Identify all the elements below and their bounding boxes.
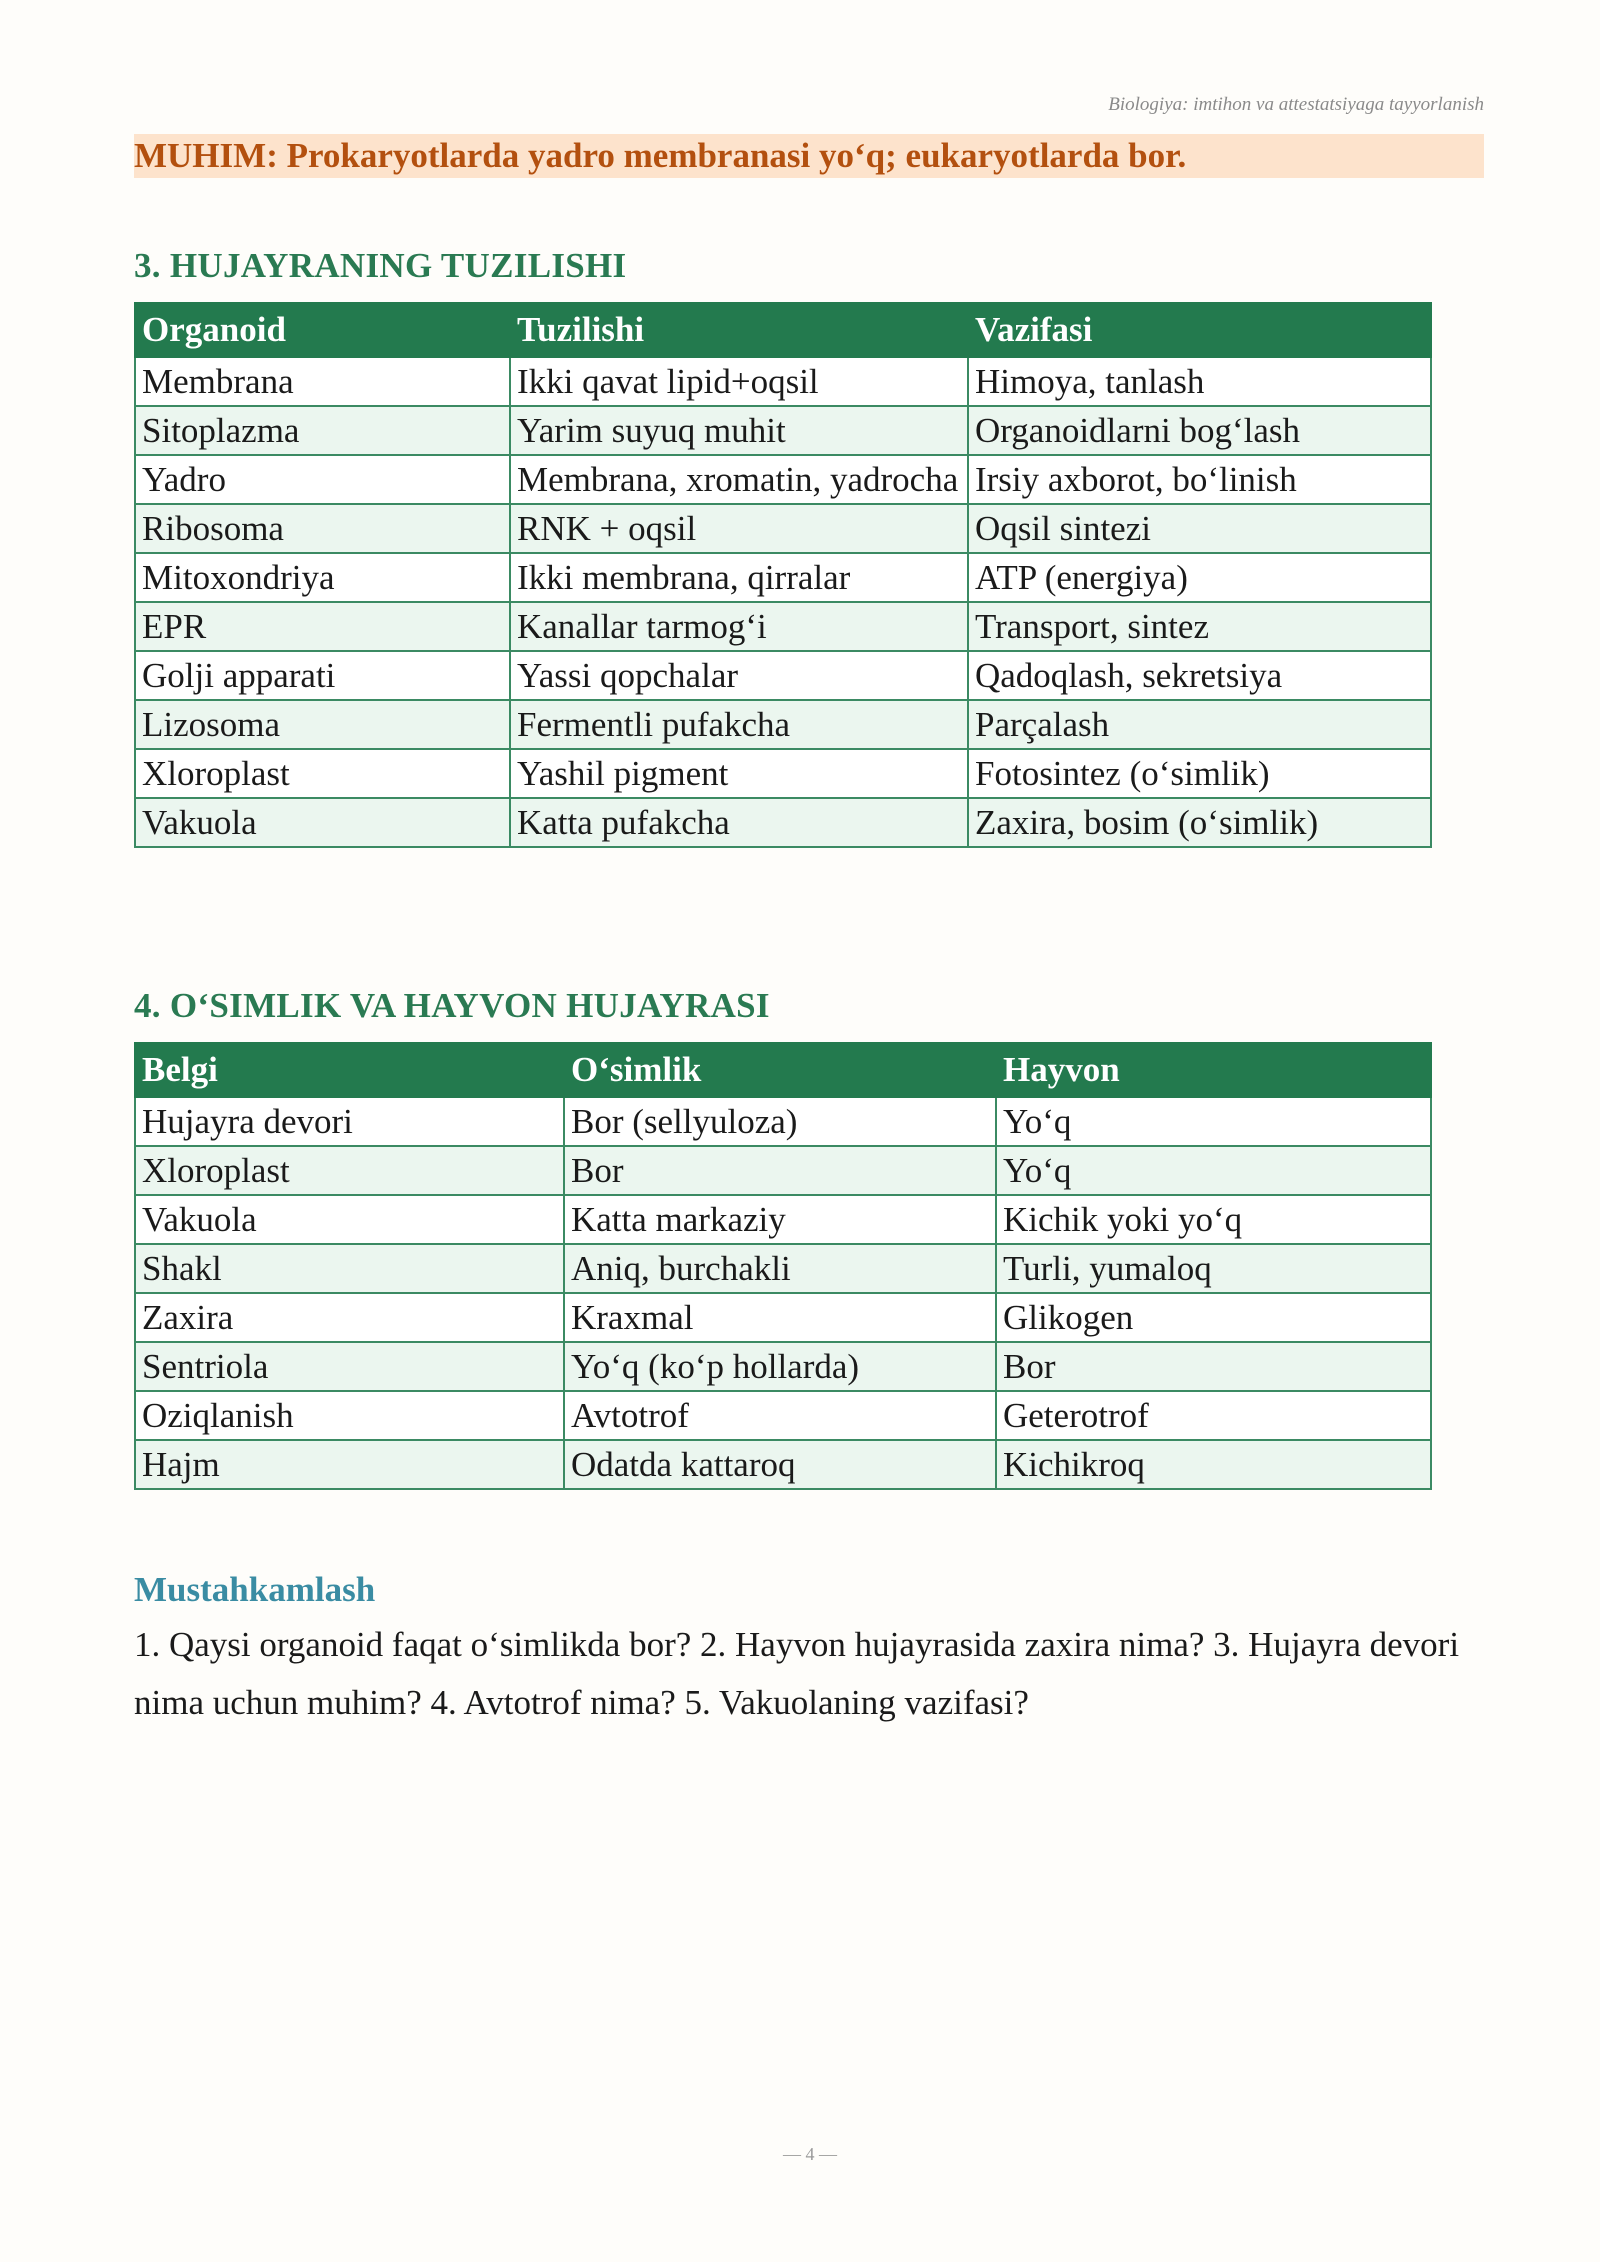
table-row [135,651,1431,700]
section-3-title: 3. HUJAYRANING TUZILISHI [134,246,627,285]
table-cell: Sitoplazma [135,406,510,455]
table-row [135,406,1431,455]
table-cell: EPR [135,602,510,651]
table-cell: Aniq, burchakli [564,1244,996,1293]
table-cell: Kanallar tarmog‘i [510,602,968,651]
plant-animal-cell-table [134,1042,1432,1490]
table-cell: Avtotrof [564,1391,996,1440]
table-row [135,455,1431,504]
section-4-title: 4. O‘SIMLIK VA HAYVON HUJAYRASI [134,986,770,1025]
table-cell: Zaxira [135,1293,564,1342]
page-number: — 4 — [783,2144,837,2164]
table-row [135,1391,1431,1440]
review-questions: 1. Qaysi organoid faqat o‘simlikda bor? 2. Hayvon hujayrasida zaxira nima? 3. Hujayra devori nima uchun muhim? 4. Avtotrof nima? 5. Vakuolaning vazifasi? [134,1625,1460,1722]
table-cell: Glikogen [996,1293,1431,1342]
table-cell: Parçalash [968,700,1431,749]
table-cell: Katta markaziy [564,1195,996,1244]
table-row [135,1293,1431,1342]
important-note: MUHIM: Prokaryotlarda yadro membranasi yo‘q; eukaryotlarda bor. [134,134,1484,178]
table-cell: Membrana, xromatin, yadrocha [510,455,968,504]
table-cell: Ikki membrana, qirralar [510,553,968,602]
table-cell: Bor (sellyuloza) [564,1097,996,1146]
table-row [135,798,1431,847]
column-header: O‘simlik [564,1043,996,1097]
table-cell: Oziqlanish [135,1391,564,1440]
table-row [135,357,1431,406]
table-cell: Yadro [135,455,510,504]
table-row [135,1342,1431,1391]
column-header: Belgi [135,1043,564,1097]
table-cell: Kraxmal [564,1293,996,1342]
table-row [135,1097,1431,1146]
table-row [135,553,1431,602]
table-cell: ATP (energiya) [968,553,1431,602]
table-cell: Bor [996,1342,1431,1391]
table-cell: Ikki qavat lipid+oqsil [510,357,968,406]
table-cell: Oqsil sintezi [968,504,1431,553]
table-cell: Xloroplast [135,1146,564,1195]
table-cell: Sentriola [135,1342,564,1391]
table-cell: Yashil pigment [510,749,968,798]
table-cell: Yarim suyuq muhit [510,406,968,455]
table-row [135,602,1431,651]
table-cell: Ribosoma [135,504,510,553]
table-cell: Yo‘q [996,1146,1431,1195]
table-cell: Fermentli pufakcha [510,700,968,749]
table-cell: Yo‘q [996,1097,1431,1146]
column-header: Hayvon [996,1043,1431,1097]
table-row [135,1244,1431,1293]
table-cell: RNK + oqsil [510,504,968,553]
table-cell: Vakuola [135,1195,564,1244]
table-row [135,749,1431,798]
table-cell: Geterotrof [996,1391,1431,1440]
table-cell: Kichikroq [996,1440,1431,1489]
column-header: Vazifasi [968,303,1431,357]
review-title: Mustahkamlash [134,1570,376,1609]
table-cell: Yo‘q (ko‘p hollarda) [564,1342,996,1391]
table-cell: Lizosoma [135,700,510,749]
table-row [135,700,1431,749]
column-header: Tuzilishi [510,303,968,357]
table-cell: Turli, yumaloq [996,1244,1431,1293]
table-header-row [135,303,1431,357]
running-header: Biologiya: imtihon va attestatsiyaga tayyorlanish [1108,94,1484,115]
table-header-row [135,1043,1431,1097]
table-cell: Irsiy axborot, bo‘linish [968,455,1431,504]
table-cell: Katta pufakcha [510,798,968,847]
organelle-structure-table [134,302,1432,848]
table-cell: Yassi qopchalar [510,651,968,700]
column-header: Organoid [135,303,510,357]
table-cell: Fotosintez (o‘simlik) [968,749,1431,798]
table-cell: Membrana [135,357,510,406]
table-row [135,1146,1431,1195]
table-cell: Organoidlarni bog‘lash [968,406,1431,455]
table-row [135,504,1431,553]
table-cell: Kichik yoki yo‘q [996,1195,1431,1244]
table-cell: Hujayra devori [135,1097,564,1146]
table-cell: Odatda kattaroq [564,1440,996,1489]
table-cell: Shakl [135,1244,564,1293]
table-cell: Vakuola [135,798,510,847]
table-row [135,1440,1431,1489]
table-cell: Himoya, tanlash [968,357,1431,406]
table-cell: Zaxira, bosim (o‘simlik) [968,798,1431,847]
table-cell: Xloroplast [135,749,510,798]
table-cell: Qadoqlash, sekretsiya [968,651,1431,700]
table-row [135,1195,1431,1244]
table-cell: Bor [564,1146,996,1195]
table-cell: Mitoxondriya [135,553,510,602]
table-cell: Hajm [135,1440,564,1489]
table-cell: Golji apparati [135,651,510,700]
table-cell: Transport, sintez [968,602,1431,651]
